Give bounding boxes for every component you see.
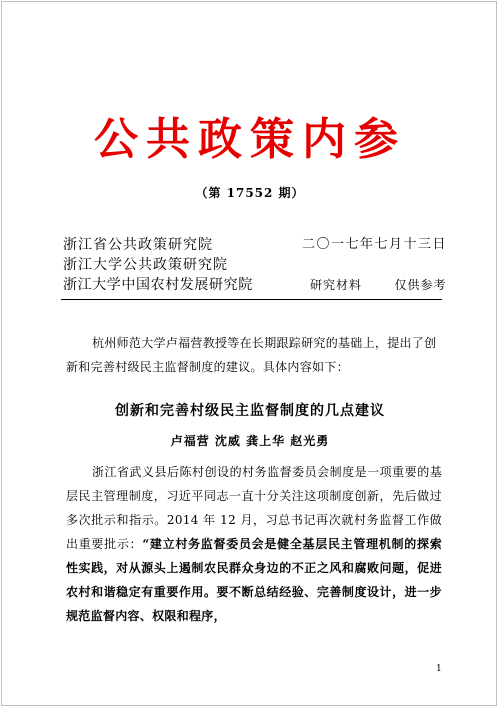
masthead-title: 公共政策内参	[94, 114, 406, 165]
body-paragraph	[66, 460, 442, 628]
publisher-line: 浙江省公共政策研究院	[63, 237, 213, 253]
publisher-line: 浙江大学公共政策研究院	[63, 257, 228, 273]
article-title: 创新和完善村级民主监督制度的几点建议	[115, 403, 385, 419]
header-divider	[61, 299, 442, 300]
intro-paragraph: 杭州师范大学卢福营教授等在长期跟踪研究的基础上，提出了创新和完善村级民主监督制度的建议。具体内容如下：	[66, 336, 437, 374]
page-number: 1	[436, 664, 442, 674]
publication-date: 二〇一七年七月十三日	[302, 237, 448, 252]
body-quote: “建立村务监督委员会是健全基层民主管理机制的探索性实践，对从源头上遏制农民群众身边的不正之风和腐败问题，促进农村和谐稳定有重要作用。要不断总结经验、完善制度设计，进一步规范监督内容、权限和程序，	[66, 537, 442, 623]
publisher-line: 浙江大学中国农村发展研究院	[63, 277, 253, 293]
document-note: 研究材料 仅供参考	[310, 278, 447, 292]
issue-number: （第 17552 期）	[195, 186, 305, 200]
body-text: 浙江省武义县后陈村创设的村务监督委员会制度是一项重要的基层民主管理制度，习近平同志一直十分关注这项制度创新，先后做过多次批示和指示。2014 年 12 月，习总书记再次就村务监督工作做出重要批示：	[66, 465, 442, 551]
article-authors: 卢福营 沈威 龚上华 赵光勇	[170, 434, 330, 448]
